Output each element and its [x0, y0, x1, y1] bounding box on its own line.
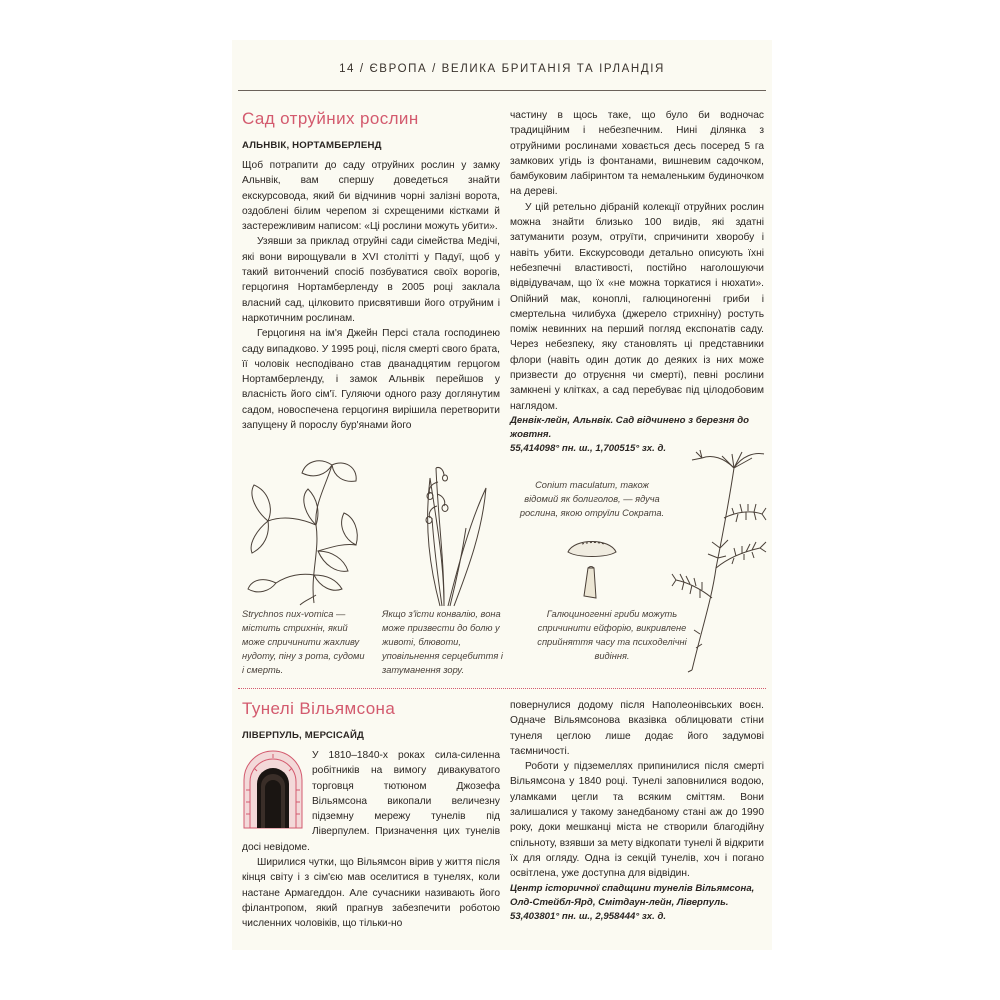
lily-of-the-valley-illustration: [400, 458, 500, 608]
tunnel-arch-icon: [242, 750, 304, 830]
hemlock-illustration: [672, 448, 767, 673]
section2-left-column: [242, 698, 500, 932]
section2-right-column: [510, 698, 764, 924]
section2-address: Центр історичної спадщини тунелів Вільямсона, Олд-Стейбл-Ярд, Смітдаун-лейн, Ліверпуль.: [510, 882, 755, 908]
section1-paragraph: частину в щось таке, що було би водночас традиційним і небезпечним. Нині ділянка з отруйними рослинами ховається десь посеред 5 га замкових угідь із фонтанами, вишневим садочком, бамбуковим лабіринтом та немаленьким будиночком на дереві.: [510, 110, 764, 198]
section1-paragraph: Герцогиня на ім'я Джейн Персі стала господинею саду випадково. У 1995 році, після смерті свого брата, її чоловік несподівано став дванадцятим герцогом Нортамберленду, і замок Альнвік перейшов у власність його сім'ї. Гуляючи одного разу доглянутим садом, новоспечена герцогиня вирішила перетворити запущену й порослу бур'янами його: [242, 328, 500, 432]
section1-title: Сад отруйних рослин: [242, 109, 419, 128]
section2-paragraph: У 1810–1840-х роках сила-силенна робітників на вимогу дивакуватого торговця тютюном Джозефа Вільямсона викопали величезну підземну мережу тунелів під Ліверпулем. Призначення цих тунелів досі невідоме.: [242, 750, 500, 853]
section1-paragraph: У цій ретельно дібраній колекції отруйних рослин можна знайти близько 100 видів, які здатні затуманити розум, отруїти, спричинити хворобу і навіть убити. Екскурсоводи детально описують їхні небезпечні властивості, постійно наголошуючи відвідувачам, що їх «не можна торкатися і нюхати». Опійний мак, коноплі, галюциногенні гриби і смертельна чилибуха (джерело стрихніну) ростуть поміж невинних на перший погляд експонатів саду. Через небезпеку, яку становлять ці представники флори (навіть один дотик до деяких із них може призвести до отруєння чи смерті), певні рослини замкнені у клітках, а сад перебуває під цілодобовим наглядом.: [510, 201, 764, 412]
section1-paragraph: Щоб потрапити до саду отруйних рослин у замку Альнвік, вам спершу доведеться знайти екскурсовода, який би відчинив чорні залізні ворота, оздоблені білим черепом зі схрещеними кістками й застережливим написом: «Ці рослини можуть убити».: [242, 160, 500, 233]
running-header: 14 / ЄВРОПА / ВЕЛИКА БРИТАНІЯ ТА ІРЛАНДІЯ: [339, 63, 665, 75]
header-rule: [238, 90, 766, 91]
lily-caption: Якщо з'їсти конвалію, вона може призвести до болю у животі, блювоти, уповільнення серцебиття і затуманення зору.: [382, 609, 503, 675]
mushroom-illustration: [562, 530, 622, 600]
section2-title: Тунелі Вільямсона: [242, 699, 396, 718]
section1-location: АЛЬНВІК, НОРТАМБЕРЛЕНД: [242, 140, 382, 151]
conium-caption: Conium maculatum, також відомий як болиголов, — ядуча рослина, якою отруїли Сократа.: [519, 480, 665, 518]
mushroom-caption: Галюциногенні гриби можуть спричинити ейфорію, викривлене сприйняття часу та психоделічні видіння.: [537, 609, 687, 661]
section-divider: [238, 688, 766, 689]
section2-location: ЛІВЕРПУЛЬ, МЕРСІСАЙД: [242, 730, 365, 741]
strychnos-caption: Strychnos nux-vomica — містить стрихнін, який може спричинити жахливу нудоту, піну з рота, судоми і смерть.: [242, 609, 365, 675]
section1-left-column: [242, 108, 500, 433]
section2-coordinates: 53,403801° пн. ш., 2,958444° зх. д.: [510, 910, 667, 922]
strychnos-illustration: [244, 455, 364, 605]
section1-coordinates: 55,414098° пн. ш., 1,700515° зх. д.: [510, 442, 667, 454]
section1-right-column: [510, 108, 764, 456]
section2-paragraph: Ширилися чутки, що Вільямсон вірив у життя після кінця світу і з сім'єю мав оселитися в тунелях, коли настане Армагеддон. Але сучасники називають його філантропом, який прагнув забезпечити роботою численних чоловіків, що тільки-но: [242, 857, 500, 930]
section1-paragraph: Узявши за приклад отруйні сади сімейства Медічі, які вони вирощували в XVI столітті у Падуї, щоб у такий витончений спосіб позбуватися своїх ворогів, герцогиня Нортамберленду в 2005 році заклала власний сад, цілковито присвятивши його отруйним і наркотичним рослинам.: [242, 236, 500, 324]
book-page: [232, 40, 772, 950]
section2-paragraph: Роботи у підземеллях припинилися після смерті Вільямсона у 1840 році. Тунелі заповнилися водою, уламками цегли та всяким сміттям. Вони залишалися у такому занедбаному стані аж до 1990 року, доки мешканці міста не створили благодійну спільноту, взявши за мету відкопати тунелі й відкрити їх для огляду. Одна із секцій тунелів, хоч і погано освітлена, уже доступна для відвідин.: [510, 761, 764, 880]
section1-address: Денвік-лейн, Альнвік. Сад відчинено з березня до жовтня.: [510, 414, 750, 440]
section2-paragraph: повернулися додому після Наполеонівських воєн. Одначе Вільямсонова вказівка облицювати стіни тунеля цеглою лише додає його задумові таємничості.: [510, 700, 764, 757]
